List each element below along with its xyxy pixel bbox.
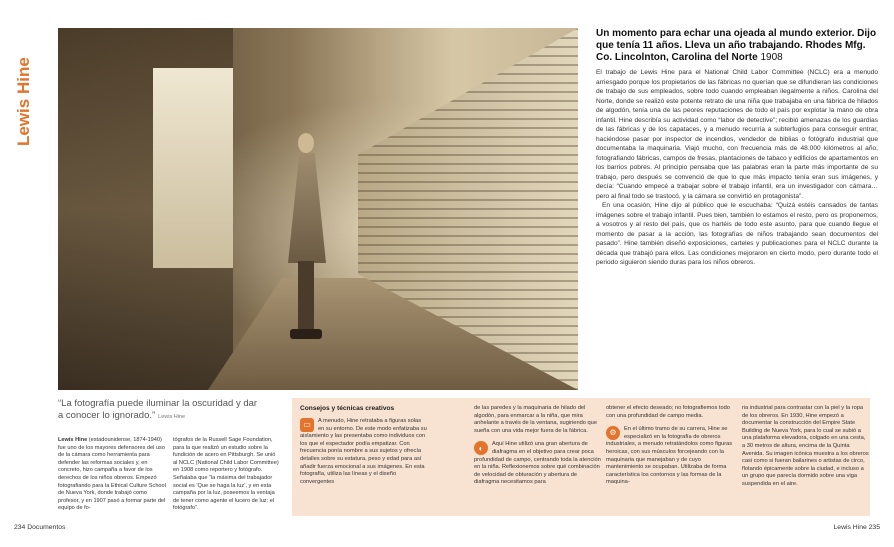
- side-title: [10, 26, 34, 166]
- side-title-text: Lewis Hine: [14, 57, 33, 146]
- quote-author: Lewis Hine: [158, 414, 186, 420]
- tips-column-1: [300, 418, 428, 486]
- section-label: Lewis Hine: [833, 524, 867, 531]
- bio-column-1: [58, 437, 166, 513]
- bio-text: (estadounidense, 1874-1940) fue uno de los mayores defensores del uso de la cámara como herramienta para defender las reformas sociales y, en concreto, hizo campaña a favor de los derechos de los niños obreros. Empezó fotografiando para la Ethical Culture School de Nueva York, donde trabajó como profesor, y en 1907 pasó a formar parte del equipo de fo-: [58, 437, 166, 512]
- photo-girl-figure: [280, 133, 330, 343]
- photo-window: [153, 68, 233, 268]
- gears-icon: ⚙: [606, 426, 620, 440]
- tips-text: ria industrial para contrastar con la piel y la ropa de los obreros. En 1930, Hine empezó a documentar la construcción del Empire State Building de Nueva York, para lo cual se subió a una plataforma elevadora, colgado en una cesta, a 30 metros de altura, encima de la Quinta Avenida. Su imagen icónica muestra a los obreros casi como si fueran bailarines o artistas de circo, flotando épicamente sobre la ciudad, e incluso a un grupo que parecía dormido sobre una viga suspendida en el aire.: [742, 405, 869, 487]
- tips-title: Consejos y técnicas creativos: [300, 405, 395, 412]
- tips-column-2: [474, 405, 602, 487]
- tips-column-3: [606, 405, 734, 487]
- tips-column-4: [742, 405, 870, 489]
- bio-name: Lewis Hine: [58, 437, 88, 443]
- main-article-text: [596, 68, 878, 268]
- bio-column-2: [173, 437, 281, 513]
- quote-text: “La fotografía puede iluminar la oscuridad y dar a conocer lo ignorado.”: [58, 398, 258, 421]
- section-label: Documentos: [27, 524, 66, 531]
- photo-caption-title: [596, 28, 878, 64]
- folio-left: [14, 524, 65, 531]
- tips-text: obtener el efecto deseado; no fotografiemos todo con una profundidad de campo media.: [606, 405, 730, 419]
- tips-text: de las paredes y la maquinaria de hilado del algodón, para enmarcar a la niña, que mira anhelante a través de la ventana, sugiriendo que sueña con una vida mejor fuera de la fábrica.: [474, 405, 598, 434]
- article-paragraph: El trabajo de Lewis Hine para el National Child Labor Committee (NCLC) era a menudo arriesgado porque los propietarios de las fábricas no querían que se difundieran las condiciones de trabajo de sus empleados, sobre todo cuando empleaban ilegalmente a niños. Carolina del Norte, donde se realizó este potente retrato de una niña que trabajaba en una fábrica de hilados de algodón, tenía una de las peores reputaciones de todo el país por explotar la mano de obra infantil. Hine describía su actividad como “labor de detective”; recibió amenazas de los guardias de las fábricas y de los capataces, y a menudo recurría a subterfugios para conseguir entrar, haciéndose pasar por inspector de incendios, vendedor de biblias o fotógrafo industrial que documentaba la maquinaria. Viajó mucho, con frecuencia más de 48.000 kilómetros al año, fotografiando fábricas, campos de fresas, plantaciones de tabaco y edificios de apartamentos en los barrios pobres. Al principio pensaba que las palabras eran la parte más importante de su trabajo, pero después se convenció de que lo que más impacto tenía eran sus imágenes, y decía: “Cuando empecé a trabajar sobre el trabajo infantil, era un investigador con cámara… pero al final todo se trastocó, y la cámara se convirtió en protagonista”.: [596, 69, 878, 200]
- article-paragraph: En una ocasión, Hine dijo al público que le escuchaba: “Quizá estéis cansados de tantas imágenes sobre el trabajo infantil. Pues bien, también lo estamos el resto, pero os proponemos, a vosotros y al resto del país, que os hartéis de todo este asunto, para que cuando llegue el momento de pasar a la acción, las fotografías de niños trabajando sean documentos del pasado”. Hine también diseñó exposiciones, carteles y publicaciones para el NCLC durante la década que trabajó para ellos. Las condiciones mejoraron en cierto modo, pero durante todo el periodo siguieron siendo duras para los niños obreros.: [596, 202, 878, 266]
- tips-text: Aquí Hine utilizó una gran abertura de diafragma en el objetivo para crear poca profundidad de campo, centrando toda la atención en la niña. Reflexionemos sobre qué combinación de velocidad de obturación y abertura de diafragma necesitamos para: [474, 441, 601, 486]
- photograph: [58, 28, 578, 390]
- frame-composition-icon: ▭: [300, 418, 314, 432]
- bio-text: tógrafos de la Russell Sage Foundation, para la que realizó un estudio sobre la fundición de acero en Pittsburgh. Se unió al NCLC (National Child Labor Committee) en 1908 como reportero y fotógrafo. Señalaba que “la máxima del trabajador social es ‘Que se haga la luz’, y en esta campaña por la luz, poseemos la ventaja de tener como agente el lucero de luz: el fotógrafo”.: [173, 437, 279, 512]
- tips-text: En el último tramo de su carrera, Hine se especializó en la fotografía de obreros industriales, a menudo retratándolos como figuras heroicas, con sus músculos forcejeando con la maquinaria que manejaban y de cuyo mantenimiento se ocupaban. Utilizaba de forma característica los contornos y las formas de la maquina-: [606, 426, 733, 486]
- pull-quote: [58, 398, 263, 423]
- tips-text: A menudo, Hine retrataba a figuras solas en su entorno. De este modo enfatizaba su aislamiento y las presentaba como individuos con los que el espectador podía empatizar. Con frecuencia ponía nombre a sus sujetos y ofrecía detalles sobre su estatura, peso y edad para así añadir fuerza emocional a sus imágenes. En esta fotografía, utiliza las líneas y el diseño convergentes: [300, 418, 427, 485]
- caption-text: Un momento para echar una ojeada al mundo exterior. Dijo que tenía 11 años. Lleva un año trabajando. Rhodes Mfg. Co. Lincolnton, Carolina del Norte: [596, 28, 877, 63]
- aperture-icon: ◐: [474, 441, 488, 455]
- folio-right: [834, 524, 880, 531]
- page-number: 235: [868, 524, 880, 531]
- caption-year: 1908: [760, 52, 783, 63]
- page-number: 234: [14, 524, 26, 531]
